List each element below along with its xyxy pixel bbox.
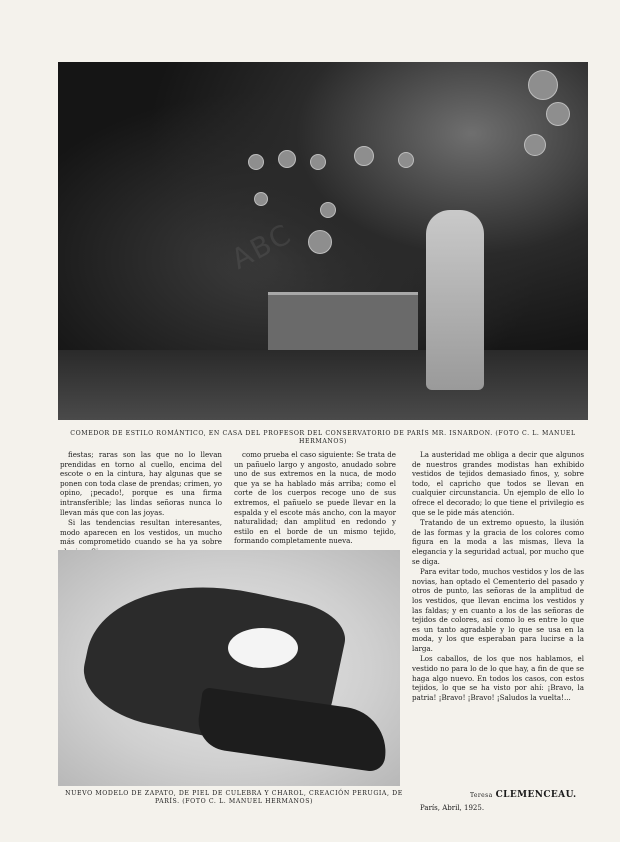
- article-column-1: [60, 450, 222, 557]
- paragraph: Tratando de un extremo opuesto, la ilusión de las formas y la gracia de los colores como figura en la moda a las mismas, lleva la elegancia y la seguridad actual, por mucho que se diga.: [412, 518, 584, 566]
- watermark: ABC: [225, 217, 298, 276]
- paragraph: Para evitar todo, muchos vestidos y los de las novias, han optado el Cementerio del pasado y otros de punto, las señoras de la amplitud de los vestidos, que llevan encima los vestidos y las faldas; y en cuanto a los de las señoras de tejidos de colores, así como lo es entre lo que es un tanto agradable y lo que se usa en la moda, y los que esperaban para lucirse a la larga.: [412, 567, 584, 653]
- dining-room-caption: COMEDOR DE ESTILO ROMÁNTICO, EN CASA DEL PROFESOR DEL CONSERVATORIO DE PARÍS MR. ISNARDON. (FOTO C. L. MANUEL HERMANOS): [70, 430, 576, 445]
- article-column-3: [412, 450, 584, 702]
- paragraph: Si las tendencias resultan interesantes, modo aparecen en los vestidos, un mucho más comprometido cuando se ha ya sobre: [60, 518, 222, 547]
- signature-surname: CLEMENCEAU.: [495, 790, 577, 800]
- paragraph: como prueba el caso siguiente: Se trata de un pañuelo largo y angosto, anudado sobre uno de sus extremos en la nuca, de modo que ya se ha hablado más arriba; como el corte de los cuerpos recoge uno de sus extremos, el pañuelo se puede llevar en la espalda y el escote más ancho, con la mayor naturalidad; dan amplitud en redondo y estilo en el borde de un mismo tejido, formando completamente nueva.: [234, 450, 396, 546]
- paragraph: fiestas; raras son las que no lo llevan prendidas en torno al cuello, encima del escote o en la cintura, hay algunas que se ponen con toda clase de prendas; crimen, yo opino, ¡pecado!, porque es una firma intransferible; las lindas señoras nunca lo llevan más que con las joyas.: [60, 450, 222, 517]
- signature-first-name: Teresa: [470, 792, 493, 799]
- standing-figure: [426, 210, 484, 390]
- article-column-2: [234, 450, 396, 546]
- shoe-photo: [58, 550, 400, 786]
- dining-room-photo: [58, 62, 588, 420]
- paragraph: Los caballos, de los que nos hablamos, el vestido no para lo de lo que hay, a fin de que se haga algo nuevo. En todos los casos, con estos tejidos, lo que se ha visto por ahí: ¡Bravo, la patria! ¡Bravo! ¡Bravo! ¡Saludos la vuelta!...: [412, 654, 584, 702]
- author-signature: [470, 790, 577, 800]
- shoe-caption: NUEVO MODELO DE ZAPATO, DE PIEL DE CULEBRA Y CHAROL, CREACIÓN PERUGIA, DE PARÍS. (FOTO C. L. MANUEL HERMANOS): [65, 790, 403, 805]
- dateline: París, Abril, 1925.: [420, 804, 485, 812]
- paragraph: La austeridad me obliga a decir que algunos de nuestros grandes modistas han exhibido vestidos de tejidos demasiado finos, y, sobre todo, el capricho que todos se llevan en cualquier circunstancia. Un ejemplo de ello lo ofrece el decorado; lo que tiene el privilegio es que se le pide más atención.: [412, 450, 584, 517]
